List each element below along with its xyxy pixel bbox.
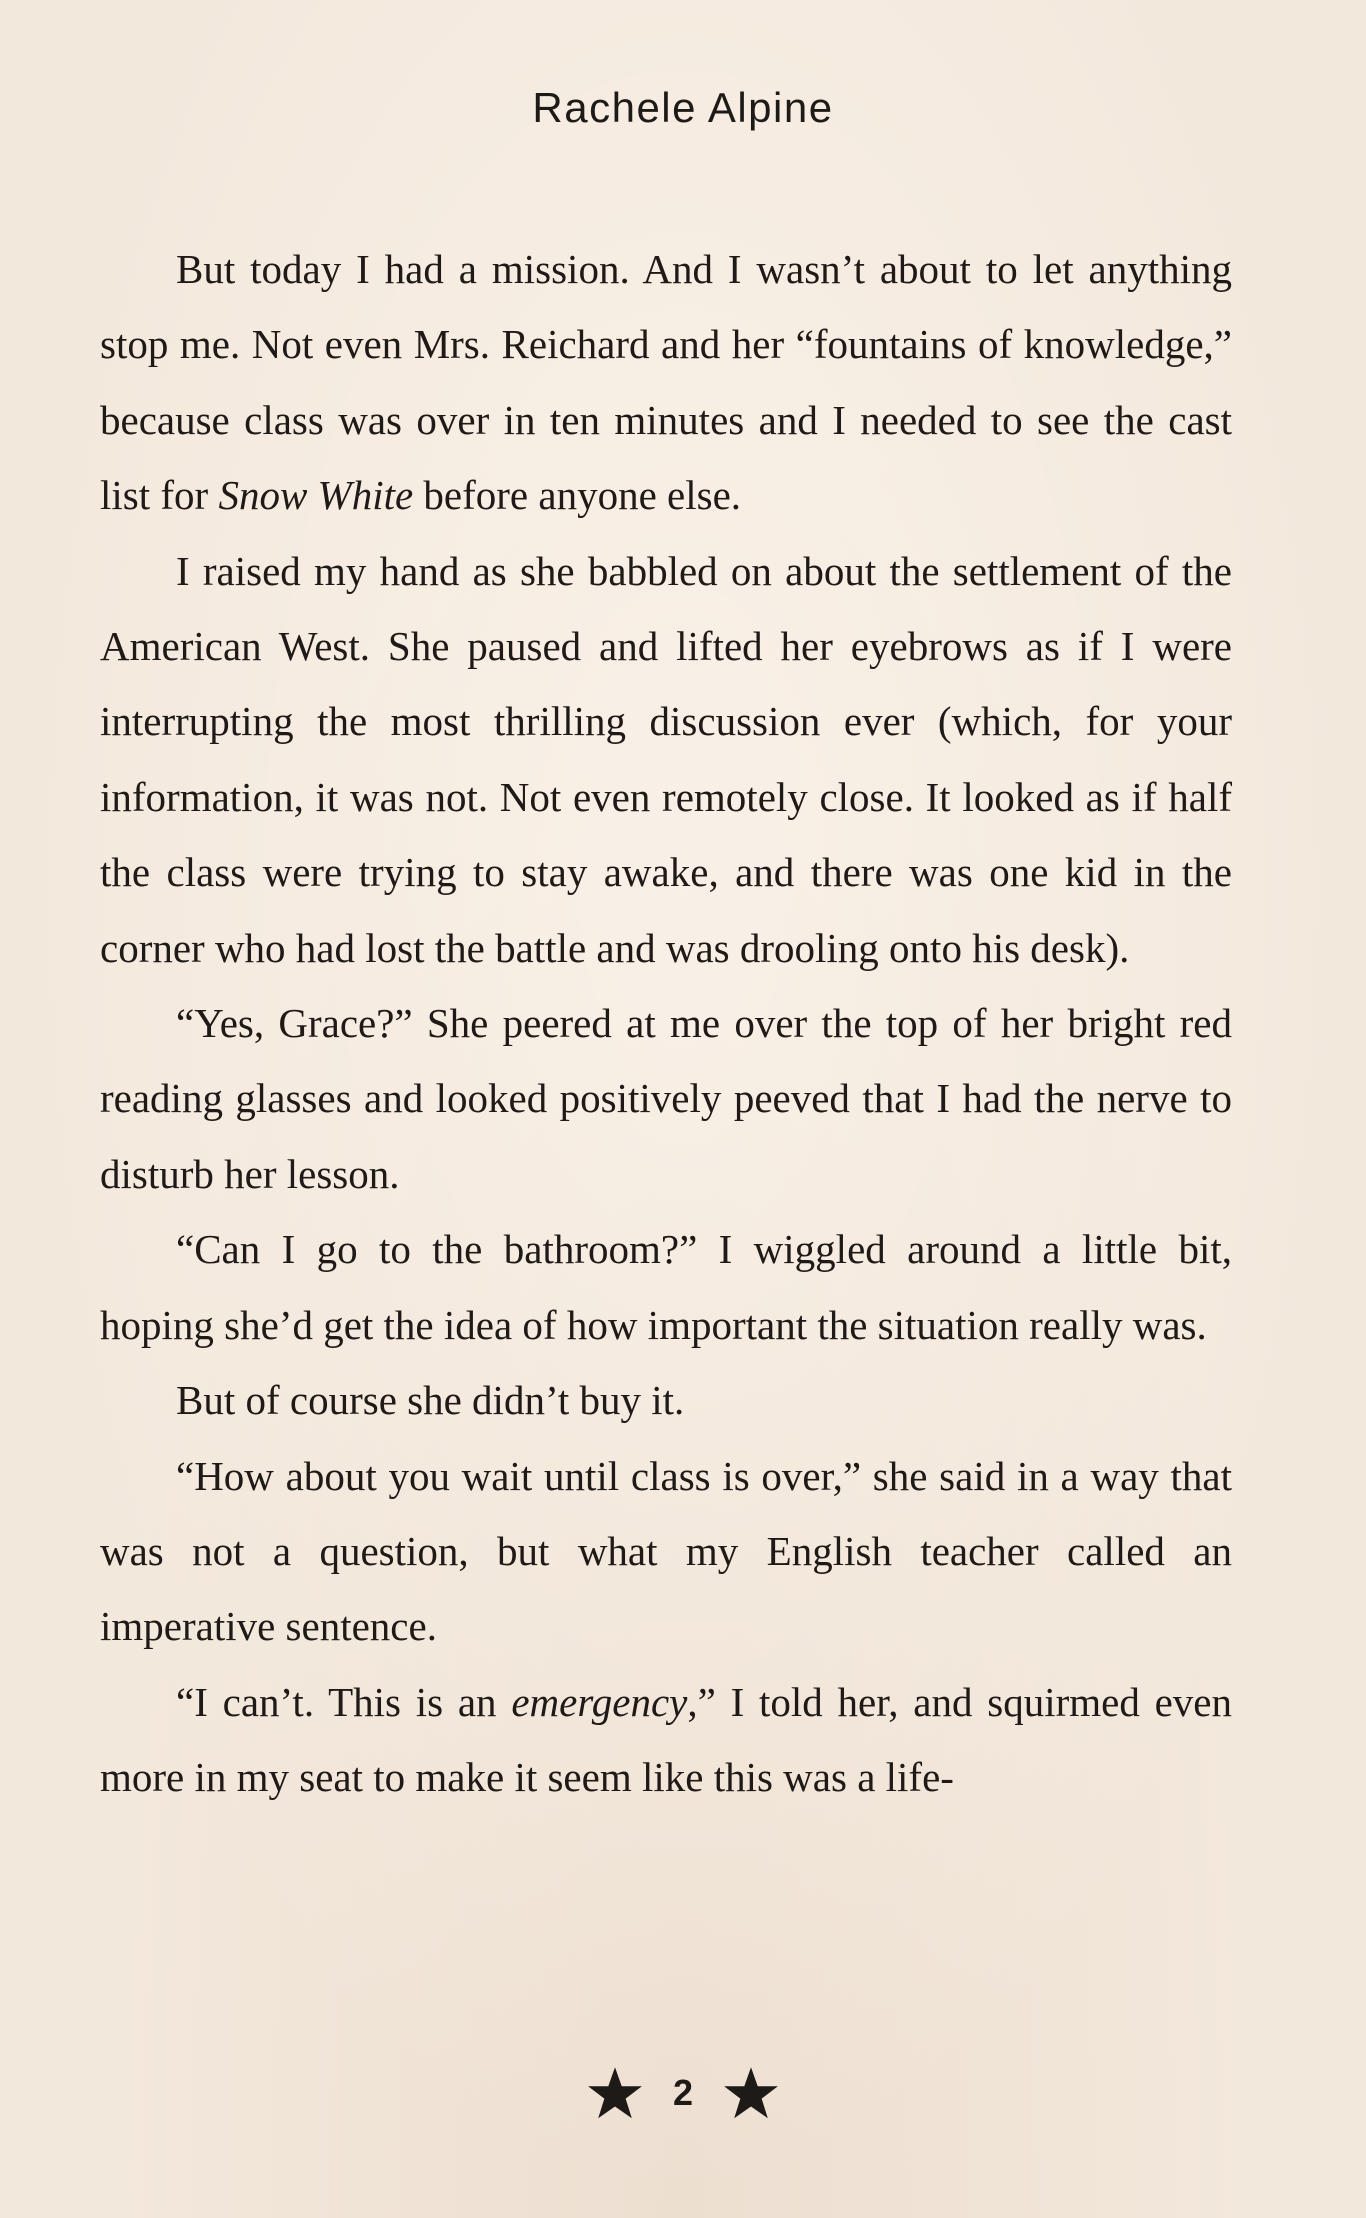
star-icon (723, 2065, 779, 2121)
paragraph (100, 1212, 1232, 1363)
paragraph (100, 1439, 1232, 1665)
paragraph (100, 986, 1232, 1212)
text-run: But of course she didn’t buy it. (176, 1377, 685, 1424)
italic-text: Snow White (218, 472, 414, 519)
paragraph (100, 1363, 1232, 1438)
text-run: “How about you wait until class is over,” she said in a way that was not a question, but what my English teacher called an imperative sentence. (100, 1452, 1232, 1650)
text-run: “I can’t. This is an (176, 1678, 512, 1725)
page-number: 2 (672, 2072, 694, 2113)
text-run: “Yes, Grace?” She peered at me over the top of her bright red reading glasses and looked positively peeved that I had the nerve to disturb her lesson. (100, 1000, 1232, 1197)
text-run: “Can I go to the bathroom?” I wiggled around a little bit, hoping she’d get the idea of how important the situation really was. (100, 1226, 1232, 1348)
italic-text: emergency (511, 1678, 688, 1725)
paragraph (100, 534, 1232, 986)
paragraph (100, 1665, 1232, 1816)
text-run: ,” I told her, and squirmed even more in my seat to make it seem like this was a life- (100, 1678, 1232, 1801)
page-footer (0, 2058, 1366, 2128)
running-head: Rachele Alpine (532, 84, 834, 131)
star-icon (587, 2065, 643, 2121)
text-run: before anyone else. (413, 472, 742, 519)
paragraph (100, 232, 1232, 534)
body-text (100, 232, 1232, 1816)
text-run: I raised my hand as she babbled on about the settlement of the American West. She paused and lifted her eyebrows as if I were interrupting the most thrilling discussion ever (which, for your information, it was not. Not even remotely close. It looked as if half the class were trying to stay awake, and there was one kid in the corner who had lost the battle and was drooling onto his desk). (100, 547, 1232, 971)
text-run: But today I had a mission. And I wasn’t about to let anything stop me. Not even Mrs. Reichard and her “fountains of knowledge,” because class was over in ten minutes and I needed to see the cast list for (100, 246, 1232, 519)
